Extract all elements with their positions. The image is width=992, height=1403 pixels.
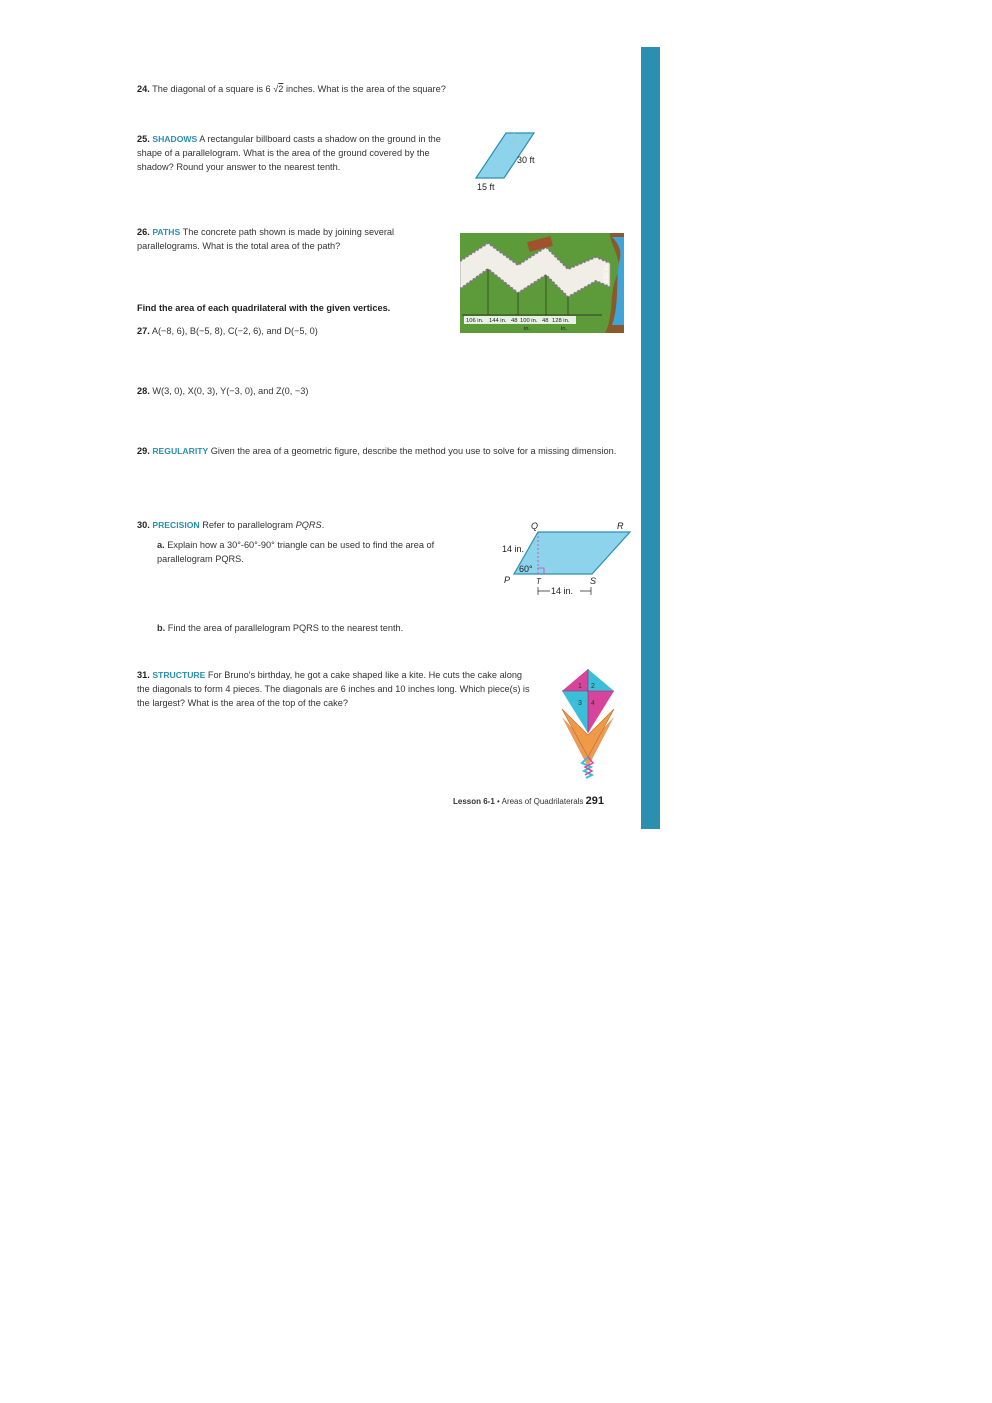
sqrt-radicand: 2 xyxy=(278,84,284,94)
question-30a: a. Explain how a 30°-60°-90° triangle can be used to find the area of parallelogram PQRS. xyxy=(157,540,435,564)
svg-text:in. in.: in. in. xyxy=(524,326,568,332)
svg-text:106 in. 144 in. 48 xyxy=(466,318,570,324)
question-25: 25. SHADOWS A rectangular billboard casts a shadow on the ground in the shape of a parallelogram. What is the area of the ground covered by the shadow? Round your answer to the nearest tenth. xyxy=(137,134,441,172)
svg-text:R: R xyxy=(617,521,624,531)
parallelogram-pqrs-figure xyxy=(498,516,634,602)
page-edge-bar xyxy=(641,47,660,829)
question-25-text: A rectangular billboard casts a shadow on the ground in the shape of a parallelogram. What is the area of the ground covered by the shadow? Round your answer to the nearest tenth. xyxy=(137,134,441,172)
kite-cake-figure xyxy=(558,665,618,780)
base-label: 14 in. xyxy=(551,586,574,596)
lesson-label: Lesson 6-1 xyxy=(453,797,495,806)
question-26: 26. PATHS The concrete path shown is made by joining several parallelograms. What is the total area of the path? xyxy=(137,227,395,251)
dim-1: 106 in. xyxy=(466,318,484,324)
side-dimension: 102 in. xyxy=(603,263,610,283)
base-label: 15 ft xyxy=(477,182,495,192)
svg-text:T: T xyxy=(536,577,541,586)
dim-6: 128 in. xyxy=(552,318,570,324)
question-30: 30. PRECISION Refer to parallelogram PQRS. xyxy=(137,520,325,530)
lesson-title: Areas of Quadrilaterals xyxy=(501,797,584,806)
section-heading: Find the area of each quadrilateral with the given vertices. xyxy=(137,303,391,313)
question-31: 31. STRUCTURE For Bruno's birthday, he got a cake shaped like a kite. He cuts the cake along the diagonals to form 4 pieces. The diagonals are 6 inches and 10 inches long. Which piece(s) is the largest? What is the area of the top of the cake? xyxy=(137,670,530,708)
svg-text:S: S xyxy=(590,576,597,586)
angle-label: 60° xyxy=(519,564,533,574)
piece-1 xyxy=(562,669,588,691)
billboard-shadow-figure xyxy=(470,128,550,198)
concrete-path-figure xyxy=(460,233,624,333)
sqrt-symbol: √ xyxy=(273,84,279,94)
height-label: 30 ft xyxy=(517,155,535,165)
dim-5: 48 xyxy=(542,318,549,324)
question-27: 27. A(−8, 6), B(−5, 8), C(−2, 6), and D(−5, 0) xyxy=(137,326,318,336)
question-26-text: The concrete path shown is made by joining several parallelograms. What is the total area of the path? xyxy=(137,227,395,251)
svg-text:4: 4 xyxy=(591,700,595,707)
dim-3: 48 xyxy=(511,318,518,324)
svg-text:Q: Q xyxy=(531,521,539,531)
page-number: 291 xyxy=(585,795,605,807)
question-24: 24. The diagonal of a square is 6 √2 inches. What is the area of the square? xyxy=(137,84,446,94)
question-28: 28. W(3, 0), X(0, 3), Y(−3, 0), and Z(0, −3) xyxy=(137,386,309,396)
svg-text:3: 3 xyxy=(578,700,582,707)
svg-text:P: P xyxy=(504,575,511,585)
svg-text:2: 2 xyxy=(591,683,595,690)
side-label: 14 in. xyxy=(502,544,525,554)
question-30b: b. Find the area of parallelogram PQRS to the nearest tenth. xyxy=(157,623,404,633)
question-29: 29. REGULARITY Given the area of a geometric figure, describe the method you use to solve for a missing dimension. xyxy=(137,446,617,456)
svg-text:1: 1 xyxy=(578,683,582,690)
page-footer: Lesson 6-1 • Areas of Quadrilaterals 291 xyxy=(453,795,605,807)
dim-4: 100 in. xyxy=(520,318,538,324)
dim-2: 144 in. xyxy=(489,318,507,324)
